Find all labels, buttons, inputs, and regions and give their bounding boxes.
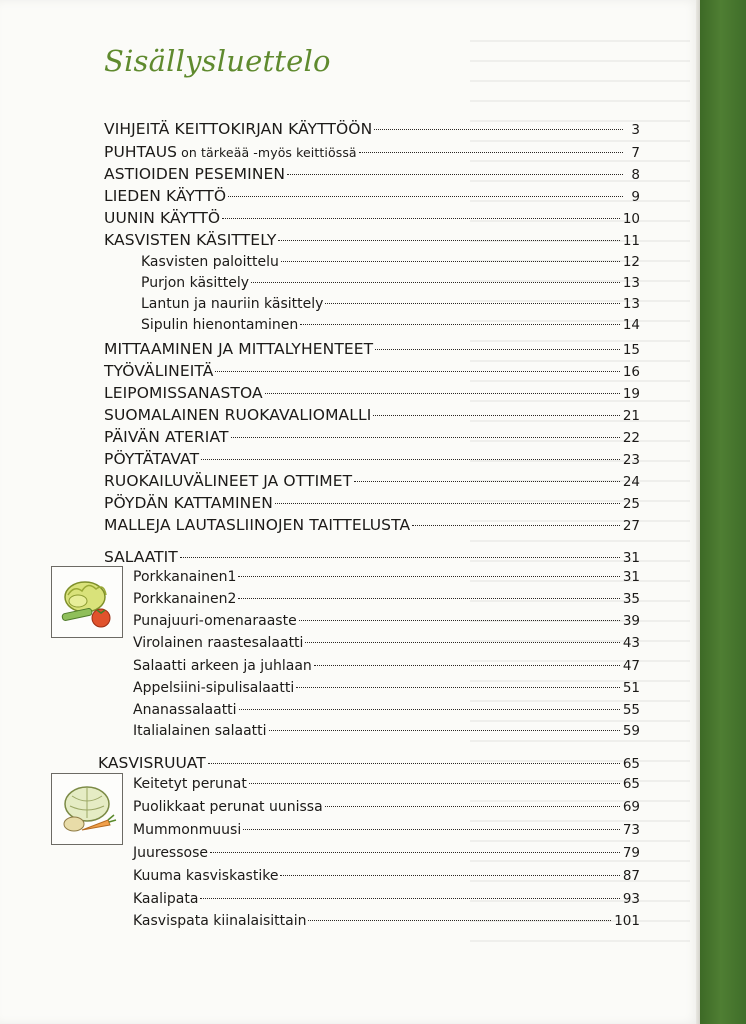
toc-entry-label: ASTIOIDEN PESEMINEN (104, 165, 286, 183)
dot-leader (375, 349, 620, 350)
toc-entry[interactable] (104, 516, 640, 534)
toc-page-number: 31 (622, 569, 640, 585)
toc-subentry[interactable] (141, 275, 640, 291)
toc-entry[interactable] (104, 384, 640, 402)
recipe-entry[interactable] (133, 799, 640, 815)
toc-entry[interactable] (104, 340, 640, 358)
dot-leader (251, 282, 620, 283)
toc-entry-label: Salaatti arkeen ja juhlaan (133, 658, 312, 674)
toc-page-number: 11 (622, 233, 640, 249)
dot-leader (374, 129, 623, 130)
recipe-entry[interactable] (133, 635, 640, 651)
book-spine (700, 0, 746, 1024)
dot-leader (228, 196, 623, 197)
toc-entry-label: Italialainen salaatti (133, 723, 267, 739)
toc-entry-label (104, 143, 357, 161)
toc-entry[interactable] (104, 472, 640, 490)
toc-entry-label: Sipulin hienontaminen (141, 317, 299, 333)
dot-leader (180, 557, 620, 558)
section-salaatit[interactable] (104, 548, 640, 566)
dot-leader (275, 503, 620, 504)
toc-page-number: 87 (622, 868, 640, 884)
toc-entry-label: Kasvispata kiinalaisittain (133, 913, 307, 929)
toc-entry-label-main: PUHTAUS (104, 143, 178, 161)
toc-page-number: 7 (631, 145, 640, 161)
toc-page-number: 79 (622, 845, 640, 861)
dot-leader (238, 598, 619, 599)
dot-leader (287, 174, 623, 175)
recipe-entry[interactable] (133, 723, 640, 739)
toc-entry-label: Puolikkaat perunat uunissa (133, 799, 323, 815)
toc-page-number: 101 (614, 913, 640, 929)
toc-page-number: 13 (622, 296, 640, 312)
dot-leader (314, 665, 620, 666)
dot-leader (200, 898, 619, 899)
toc-page-number: 9 (631, 189, 640, 205)
toc-entry-label: TYÖVÄLINEITÄ (104, 362, 214, 380)
toc-page-number: 39 (622, 613, 640, 629)
toc-page-number: 8 (631, 167, 640, 183)
toc-page-number: 14 (622, 317, 640, 333)
toc-entry-label: Porkkanainen1 (133, 569, 237, 585)
toc-entry[interactable] (104, 209, 640, 227)
dot-leader (308, 920, 611, 921)
toc-page-number: 59 (622, 723, 640, 739)
dot-leader (222, 218, 620, 219)
dot-leader (243, 829, 620, 830)
toc-entry-label: Appelsiini-sipulisalaatti (133, 680, 295, 696)
toc-page-number: 69 (622, 799, 640, 815)
dot-leader (201, 459, 620, 460)
dot-leader (325, 806, 620, 807)
toc-subentry[interactable] (141, 254, 640, 270)
recipe-entry[interactable] (133, 913, 640, 929)
toc-page-number: 3 (631, 122, 640, 138)
dot-leader (373, 415, 619, 416)
toc-page-number: 55 (622, 702, 640, 718)
salad-illustration-icon (51, 566, 123, 638)
toc-page-number: 19 (622, 386, 640, 402)
toc-entry[interactable] (104, 120, 640, 138)
toc-entry-label: Virolainen raastesalaatti (133, 635, 304, 651)
toc-entry[interactable] (104, 187, 640, 205)
toc-page-number: 65 (622, 776, 640, 792)
dot-leader (238, 576, 619, 577)
toc-entry[interactable] (104, 406, 640, 424)
dot-leader (239, 709, 620, 710)
recipe-entry[interactable] (133, 658, 640, 674)
toc-entry-label: VIHJEITÄ KEITTOKIRJAN KÄYTTÖÖN (104, 120, 373, 138)
recipe-entry[interactable] (133, 613, 640, 629)
toc-entry[interactable] (104, 494, 640, 512)
dot-leader (300, 324, 620, 325)
page-title: Sisällysluettelo (104, 44, 331, 78)
toc-entry-label: Kuuma kasviskastike (133, 868, 279, 884)
toc-entry[interactable] (104, 450, 640, 468)
toc-entry-label: Lantun ja nauriin käsittely (141, 296, 324, 312)
toc-page-number: 51 (622, 680, 640, 696)
toc-entry-label: Kasvisten paloittelu (141, 254, 279, 270)
recipe-entry[interactable] (133, 776, 640, 792)
vegetable-illustration-icon (51, 773, 123, 845)
toc-entry-label: Mummonmuusi (133, 822, 242, 838)
toc-entry-label: Kaalipata (133, 891, 199, 907)
recipe-entry[interactable] (133, 845, 640, 861)
toc-subentry[interactable] (141, 296, 640, 312)
toc-page-number: 10 (622, 211, 640, 227)
recipe-entry[interactable] (133, 591, 640, 607)
toc-entry-label: UUNIN KÄYTTÖ (104, 209, 221, 227)
toc-page-number: 12 (622, 254, 640, 270)
dot-leader (280, 875, 619, 876)
toc-entry-label: Juuressose (133, 845, 208, 861)
recipe-entry[interactable] (133, 702, 640, 718)
section-title: KASVISRUUAT (98, 754, 206, 772)
dot-leader (299, 620, 620, 621)
section-kasvisruuat[interactable] (98, 754, 640, 772)
toc-entry[interactable] (104, 362, 640, 380)
toc-entry-label-subtitle: on tärkeää -myös keittiössä (177, 145, 357, 160)
toc-page-number: 35 (622, 591, 640, 607)
dot-leader (354, 481, 620, 482)
toc-page-number: 21 (622, 408, 640, 424)
toc-subentry[interactable] (141, 317, 640, 333)
toc-page-number: 13 (622, 275, 640, 291)
toc-page-number: 43 (622, 635, 640, 651)
toc-entry-label: Ananassalaatti (133, 702, 237, 718)
toc-page-number: 15 (622, 342, 640, 358)
dot-leader (249, 783, 620, 784)
toc-entry-label: Porkkanainen2 (133, 591, 237, 607)
section-title: SALAATIT (104, 548, 178, 566)
toc-entry-label: MALLEJA LAUTASLIINOJEN TAITTELUSTA (104, 516, 411, 534)
toc-entry-label: PÄIVÄN ATERIAT (104, 428, 229, 446)
dot-leader (231, 437, 620, 438)
toc-page-number: 65 (622, 756, 640, 772)
recipe-entry[interactable] (133, 868, 640, 884)
toc-entry-label: LIEDEN KÄYTTÖ (104, 187, 227, 205)
toc-entry-label: Purjon käsittely (141, 275, 249, 291)
toc-page-number: 93 (622, 891, 640, 907)
recipe-entry[interactable] (133, 569, 640, 585)
dot-leader (208, 763, 620, 764)
dot-leader (269, 730, 620, 731)
toc-entry-label: PÖYDÄN KATTAMINEN (104, 494, 273, 512)
toc-page-number: 25 (622, 496, 640, 512)
toc-entry-label: PÖYTÄTAVAT (104, 450, 200, 468)
toc-entry-label: KASVISTEN KÄSITTELY (104, 231, 277, 249)
dot-leader (296, 687, 620, 688)
recipe-entry[interactable] (133, 891, 640, 907)
toc-page-number: 47 (622, 658, 640, 674)
toc-entry[interactable] (104, 143, 640, 161)
toc-entry-label: LEIPOMISSANASTOA (104, 384, 263, 402)
toc-page-number: 73 (622, 822, 640, 838)
recipe-entry[interactable] (133, 822, 640, 838)
toc-entry-label: MITTAAMINEN JA MITTALYHENTEET (104, 340, 374, 358)
toc-entry-label: Punajuuri-omenaraaste (133, 613, 297, 629)
dot-leader (359, 152, 623, 153)
dot-leader (210, 852, 620, 853)
toc-entry[interactable] (104, 231, 640, 249)
dot-leader (325, 303, 619, 304)
toc-entry-label: Keitetyt perunat (133, 776, 247, 792)
dot-leader (265, 393, 620, 394)
dot-leader (281, 261, 620, 262)
toc-entry[interactable] (104, 428, 640, 446)
dot-leader (215, 371, 619, 372)
toc-page-number: 31 (622, 550, 640, 566)
toc-entry[interactable] (104, 165, 640, 183)
toc-page-number: 22 (622, 430, 640, 446)
dot-leader (412, 525, 620, 526)
dot-leader (278, 240, 619, 241)
toc-page-number: 16 (622, 364, 640, 380)
toc-page-number: 23 (622, 452, 640, 468)
toc-entry-label: RUOKAILUVÄLINEET JA OTTIMET (104, 472, 353, 490)
dot-leader (305, 642, 619, 643)
toc-page-number: 27 (622, 518, 640, 534)
recipe-entry[interactable] (133, 680, 640, 696)
toc-entry-label: SUOMALAINEN RUOKAVALIOMALLI (104, 406, 372, 424)
toc-page-number: 24 (622, 474, 640, 490)
